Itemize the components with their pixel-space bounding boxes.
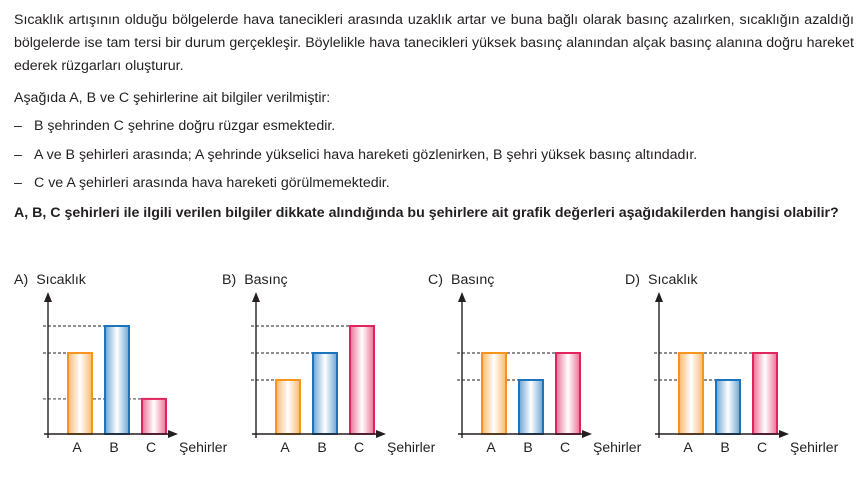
bar-a bbox=[68, 353, 92, 434]
bar-b bbox=[519, 380, 543, 434]
option-c-chart[interactable] bbox=[428, 270, 648, 470]
option-d-chart[interactable] bbox=[625, 270, 845, 470]
bar-a bbox=[679, 353, 703, 434]
option-letter: D) bbox=[625, 272, 640, 288]
x-tick-label: B bbox=[317, 439, 327, 455]
bullet-dash: – bbox=[14, 147, 22, 163]
option-a-chart[interactable] bbox=[14, 270, 237, 470]
x-tick-label: C bbox=[145, 439, 157, 455]
x-tick-label: C bbox=[559, 439, 571, 455]
option-letter: B) bbox=[222, 272, 237, 288]
x-tick-label: A bbox=[683, 439, 693, 455]
bullet-item bbox=[14, 172, 390, 195]
y-axis-label: Basınç bbox=[244, 272, 288, 288]
bar-c bbox=[556, 353, 580, 434]
x-tick-label: A bbox=[280, 439, 290, 455]
x-tick-label: C bbox=[353, 439, 365, 455]
y-axis-arrow-icon bbox=[252, 292, 260, 302]
bar-chart-svg bbox=[625, 270, 845, 470]
bar-chart-svg bbox=[14, 270, 237, 470]
bar-c bbox=[350, 326, 374, 434]
bar-c bbox=[142, 399, 166, 434]
x-axis-label: Şehirler bbox=[790, 439, 839, 455]
bar-chart-svg bbox=[222, 270, 442, 470]
y-axis-arrow-icon bbox=[458, 292, 466, 302]
y-axis-label: Basınç bbox=[450, 272, 495, 288]
x-tick-label: C bbox=[756, 439, 768, 455]
x-tick-label: B bbox=[720, 439, 730, 455]
bullet-dash: – bbox=[14, 175, 22, 191]
bar-b bbox=[105, 326, 129, 434]
bar-b bbox=[313, 353, 337, 434]
x-axis-arrow-icon bbox=[376, 430, 386, 438]
bullet-text: A ve B şehirleri arasında; A şehrinde yükselici hava hareketi gözlenirken, B şehri yüksek basınç altındadır. bbox=[34, 147, 698, 163]
bullet-item bbox=[14, 144, 697, 167]
lead-sentence: Aşağıda A, B ve C şehirlerine ait bilgiler verilmiştir: bbox=[14, 90, 331, 106]
y-axis-label: Sıcaklık bbox=[36, 272, 86, 288]
option-letter: C) bbox=[428, 272, 443, 288]
bar-c bbox=[753, 353, 777, 434]
x-tick-label: A bbox=[72, 439, 82, 455]
bullet-text: B şehrinden C şehrine doğru rüzgar esmektedir. bbox=[34, 118, 336, 134]
y-axis-arrow-icon bbox=[655, 292, 663, 302]
x-axis-label: Şehirler bbox=[387, 439, 436, 455]
x-axis-arrow-icon bbox=[168, 430, 178, 438]
x-tick-label: B bbox=[523, 439, 533, 455]
bar-a bbox=[276, 380, 300, 434]
x-tick-label: B bbox=[109, 439, 119, 455]
bullet-dash: – bbox=[14, 118, 22, 134]
question-text: A, B, C şehirleri ile ilgili verilen bilgiler dikkate alındığında bu şehirlere ait grafik değerleri aşağıdakilerden hangisi olabilir? bbox=[14, 205, 839, 221]
y-axis-label: Sıcaklık bbox=[647, 272, 698, 288]
bar-chart-svg bbox=[428, 270, 648, 470]
x-axis-label: Şehirler bbox=[179, 439, 228, 455]
option-b-chart[interactable] bbox=[222, 270, 442, 470]
bar-b bbox=[716, 380, 740, 434]
bullet-text: C ve A şehirleri arasında hava hareketi görülmemektedir. bbox=[34, 175, 390, 191]
option-letter: A) bbox=[14, 272, 29, 288]
y-axis-arrow-icon bbox=[44, 292, 52, 302]
x-tick-label: A bbox=[486, 439, 496, 455]
x-axis-label: Şehirler bbox=[593, 439, 642, 455]
bar-a bbox=[482, 353, 506, 434]
x-axis-arrow-icon bbox=[779, 430, 789, 438]
intro-paragraph: Sıcaklık artışının olduğu bölgelerde hava tanecikleri arasında uzaklık artar ve buna bağlı olarak basınç azalırken, sıcaklığın azaldığı bölgelerde ise tam tersi bir durum gerçekleşir. Böylelikle hava tanecikleri yüksek basınç alanından alçak basınç alanına doğru hareket ederek rüzgarları oluşturur. bbox=[14, 12, 854, 74]
x-axis-arrow-icon bbox=[582, 430, 592, 438]
bullet-item bbox=[14, 115, 335, 138]
